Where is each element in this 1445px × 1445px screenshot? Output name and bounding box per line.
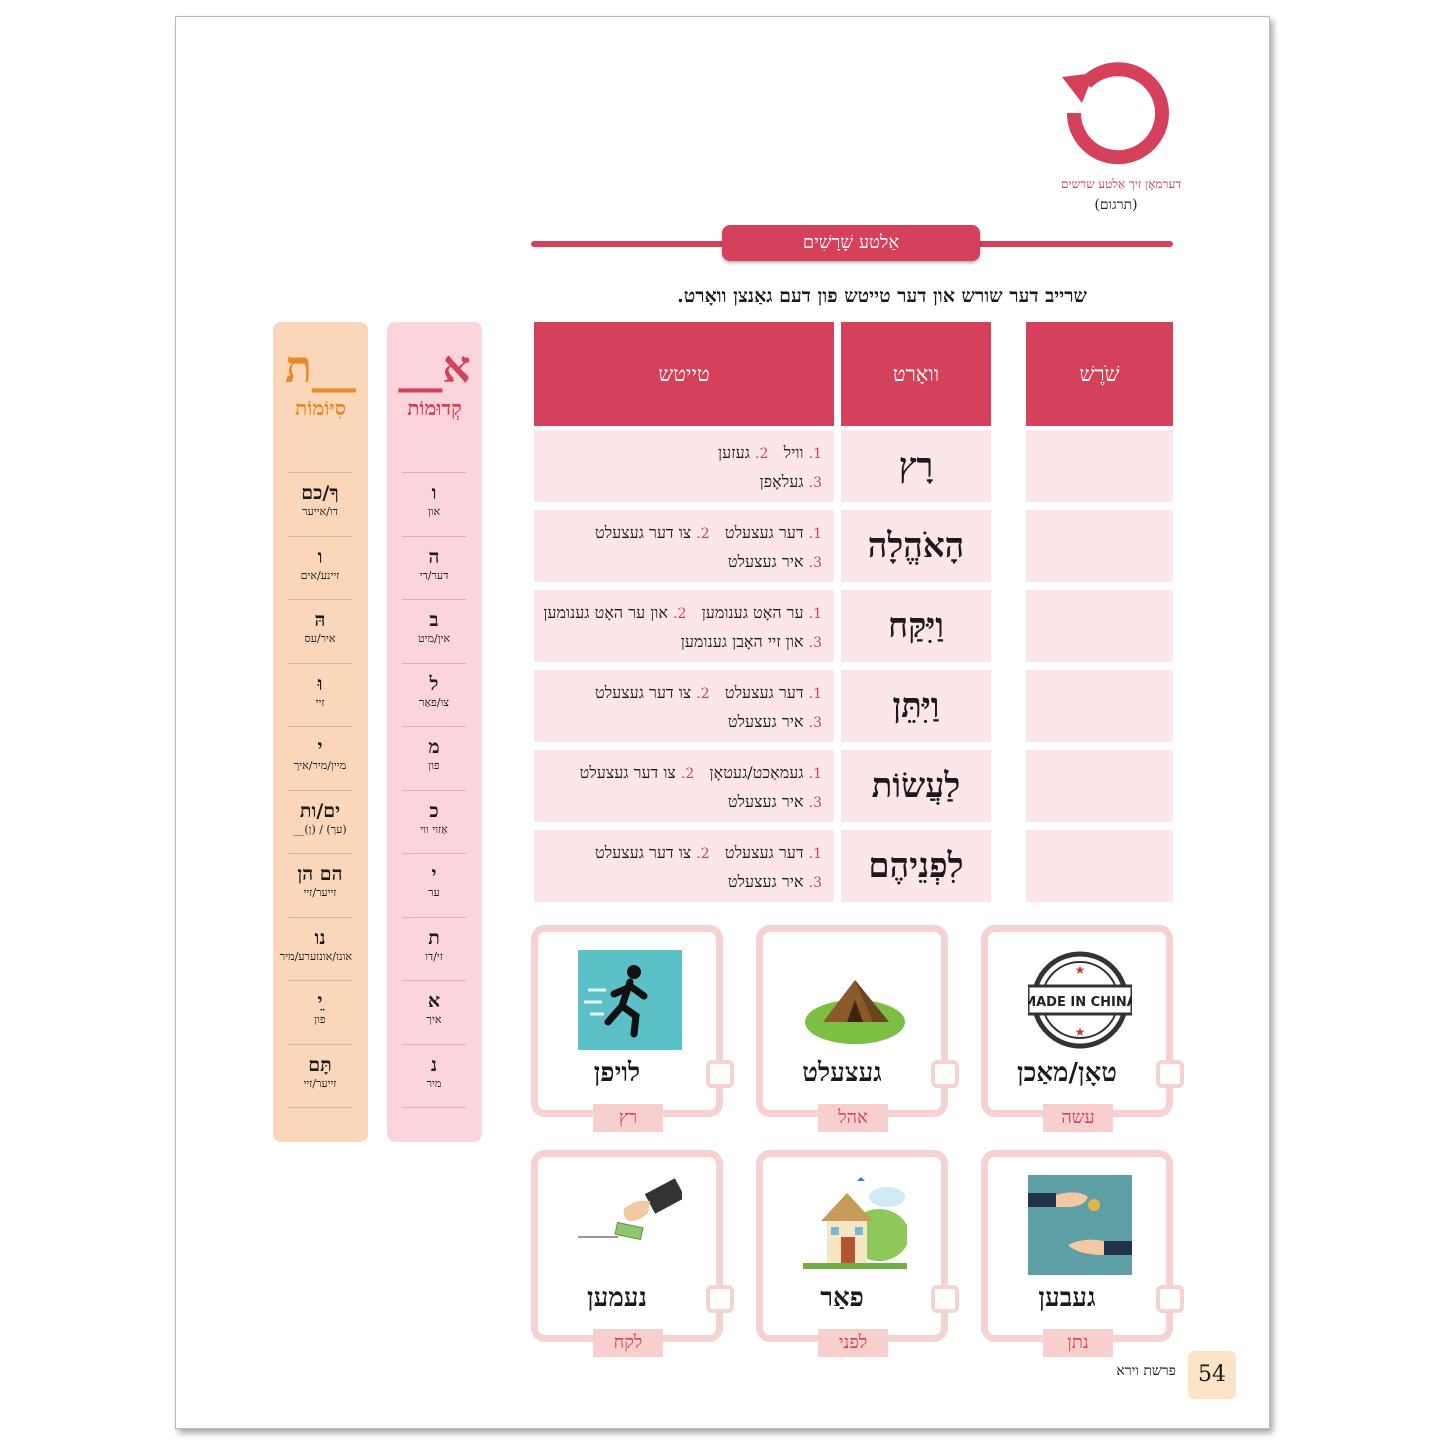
shoresh-input-cell[interactable] xyxy=(1026,510,1173,582)
kedumot-item xyxy=(402,472,466,519)
kedumot-item xyxy=(402,853,466,900)
option-number: 2. xyxy=(696,686,710,702)
svg-text:★: ★ xyxy=(1074,1025,1086,1039)
parsha-name: פרשת וירא xyxy=(1116,1363,1176,1379)
picture-card xyxy=(981,925,1173,1128)
shoresh-input-cell[interactable] xyxy=(1026,670,1173,742)
made-in-china-stamp-icon xyxy=(1028,950,1132,1050)
option-number: 1. xyxy=(808,846,822,862)
house-icon xyxy=(803,1175,907,1275)
section-banner: אַלטע שָׁרָשִׁים xyxy=(722,225,980,261)
sofiyot-column xyxy=(273,322,368,1142)
kedumot-letter: ב xyxy=(429,609,439,631)
sofiyot-letter: נו xyxy=(314,926,326,949)
option-text: געלאָפן xyxy=(759,472,804,491)
sofiyot-item xyxy=(288,472,352,519)
table-word: וַיִּקַּח xyxy=(841,590,991,662)
option-text: געמאַכט/געטאָן xyxy=(709,763,804,782)
picture-card xyxy=(756,1150,948,1353)
header-vort: וואָרט xyxy=(841,322,991,426)
svg-text:★: ★ xyxy=(1074,963,1086,977)
sofiyot-caption: סִיּוֹמוֹת xyxy=(295,396,346,420)
taking-hand-icon xyxy=(578,1175,682,1275)
shoresh-input-cell[interactable] xyxy=(1026,590,1173,662)
divider xyxy=(402,1107,466,1108)
review-title: דערמאָן זיך אַלטע שרשים xyxy=(1060,177,1182,191)
table-word: לִפְנֵיהֶם xyxy=(841,830,991,902)
kedumot-letter: מ xyxy=(428,736,440,758)
kedumot-letter: נ xyxy=(430,1053,438,1076)
sofiyot-meaning: איר/עס xyxy=(304,632,336,645)
stamp-text: MADE IN CHINA xyxy=(1028,995,1132,1010)
kedumot-symbol: א__ xyxy=(398,342,471,393)
worksheet-page xyxy=(175,16,1270,1429)
sofiyot-item xyxy=(288,726,352,773)
option-number: 1. xyxy=(808,686,822,702)
card-label: פאַר xyxy=(820,1283,864,1313)
kedumot-item xyxy=(402,726,466,773)
kedumot-meaning: פון xyxy=(428,759,440,772)
option-text: וויל xyxy=(783,443,804,462)
option-text: צו דער געצעלט xyxy=(594,683,692,702)
sofiyot-item xyxy=(288,1044,352,1091)
kedumot-item xyxy=(402,790,466,837)
kedumot-letter: ה xyxy=(428,545,440,568)
kedumot-meaning: און xyxy=(427,505,441,518)
option-text: דער געצעלט xyxy=(724,843,804,862)
option-text: איר געצעלט xyxy=(727,552,804,571)
table-word: רָץ xyxy=(841,430,991,502)
sofiyot-letter: הם הן xyxy=(297,863,343,885)
option-text: צו דער געצעלט xyxy=(594,523,692,542)
picture-card xyxy=(981,1150,1173,1353)
option-text: געזען xyxy=(717,443,750,462)
sofiyot-meaning: (עך) / (ן)__ xyxy=(293,822,347,836)
option-number: 2. xyxy=(755,446,769,462)
option-number: 1. xyxy=(808,606,822,622)
sofiyot-letter: וּ xyxy=(317,672,323,695)
option-number: 3. xyxy=(808,875,822,891)
sofiyot-letter: הּ xyxy=(314,609,326,631)
option-number: 1. xyxy=(808,526,822,542)
kedumot-meaning: אַזוי ווי xyxy=(420,822,448,836)
running-man-icon xyxy=(578,950,682,1050)
kedumot-meaning: דער/די xyxy=(419,568,449,582)
card-label: טאָן/מאַכן xyxy=(1017,1058,1117,1088)
option-text: און ער האָט גענומען xyxy=(543,603,668,622)
option-number: 2. xyxy=(673,606,687,622)
sofiyot-symbol: __ת xyxy=(285,342,356,393)
header-taytsh: טייטש xyxy=(534,322,834,426)
card-root: לקח xyxy=(593,1329,663,1357)
kedumot-letter: כ xyxy=(429,799,439,822)
table-translation xyxy=(534,670,834,742)
shoresh-input-cell[interactable] xyxy=(1026,430,1173,502)
sofiyot-letter: ֵי xyxy=(317,990,323,1012)
card-root: רץ xyxy=(593,1104,663,1132)
review-arrow-icon xyxy=(1056,55,1174,173)
option-number: 3. xyxy=(808,635,822,651)
table-translation xyxy=(534,830,834,902)
kedumot-letter: ו xyxy=(431,482,437,504)
page-number: 54 xyxy=(1188,1351,1236,1399)
card-label: געבען xyxy=(1038,1283,1096,1313)
kedumot-meaning: ער xyxy=(428,886,440,899)
kedumot-caption: קְדוּמוֹת xyxy=(407,396,462,420)
option-text: צו דער געצעלט xyxy=(579,763,676,782)
kedumot-letter: י xyxy=(431,863,437,885)
sofiyot-meaning: זייער/זיי xyxy=(303,886,337,899)
sofiyot-meaning: זייער/זיי xyxy=(303,1076,337,1090)
sofiyot-item xyxy=(288,536,352,583)
sofiyot-item xyxy=(288,790,352,837)
option-text: און זיי האָבן גענומען xyxy=(680,632,804,651)
instruction: שרייב דער שורש און דער טייטש פון דעם גאַנצן וואָרט. xyxy=(677,285,1087,307)
kedumot-letter: ת xyxy=(428,926,440,949)
card-root: לפני xyxy=(818,1329,888,1357)
sofiyot-item xyxy=(288,663,352,710)
card-checkbox[interactable] xyxy=(1156,1060,1184,1088)
card-root: נתן xyxy=(1043,1329,1113,1357)
option-number: 3. xyxy=(808,715,822,731)
sofiyot-letter: ךָ/כם xyxy=(301,482,339,504)
sofiyot-meaning: דו/אייער xyxy=(302,505,338,518)
option-text: איר געצעלט xyxy=(727,712,804,731)
card-checkbox[interactable] xyxy=(931,1060,959,1088)
giving-hands-icon xyxy=(1028,1175,1132,1275)
sofiyot-item xyxy=(279,917,352,964)
picture-card xyxy=(756,925,948,1128)
kedumot-item xyxy=(402,1044,466,1091)
kedumot-column xyxy=(387,322,482,1142)
sofiyot-meaning: זיי xyxy=(315,695,325,709)
shoresh-input-cell[interactable] xyxy=(1026,830,1173,902)
option-text: דער געצעלט xyxy=(724,683,804,702)
kedumot-item xyxy=(402,599,466,646)
divider xyxy=(288,1107,352,1108)
table-translation xyxy=(534,510,834,582)
option-number: 2. xyxy=(696,526,710,542)
kedumot-meaning: צו/פאַר xyxy=(418,695,450,709)
option-text: צו דער געצעלט xyxy=(594,843,692,862)
kedumot-meaning: אין/מיט xyxy=(417,632,451,645)
sofiyot-letter: תָּם xyxy=(308,1053,332,1076)
shoresh-input-cell[interactable] xyxy=(1026,750,1173,822)
option-text: דער געצעלט xyxy=(724,523,804,542)
sofiyot-meaning: מיין/מיר/איך xyxy=(293,759,347,772)
option-text: ער האָט גענומען xyxy=(701,603,804,622)
card-root: אהל xyxy=(818,1104,888,1132)
card-label: געצעלט xyxy=(802,1058,882,1088)
card-label: נעמען xyxy=(587,1283,647,1313)
table-translation xyxy=(534,590,834,662)
table-translation xyxy=(534,750,834,822)
option-text: איר געצעלט xyxy=(727,792,804,811)
option-text: איר געצעלט xyxy=(727,872,804,891)
option-number: 3. xyxy=(808,795,822,811)
kedumot-meaning: איך xyxy=(426,1013,442,1026)
sofiyot-item xyxy=(288,853,352,900)
table-word: לַעֲשׂוֹת xyxy=(841,750,991,822)
card-checkbox[interactable] xyxy=(1156,1285,1184,1313)
sofiyot-letter: י xyxy=(317,736,323,758)
card-root: עשה xyxy=(1043,1104,1113,1132)
kedumot-letter: ל xyxy=(429,672,439,695)
sofiyot-item xyxy=(288,599,352,646)
option-number: 1. xyxy=(808,766,822,782)
kedumot-item xyxy=(402,917,466,964)
sofiyot-meaning: זיינע/אים xyxy=(300,568,340,582)
table-word: הָאֹהֱלָה xyxy=(841,510,991,582)
kedumot-item xyxy=(402,980,466,1027)
picture-card xyxy=(531,925,723,1128)
header-shoresh: שֹׁרֶשׁ xyxy=(1026,322,1173,426)
option-number: 2. xyxy=(680,766,695,782)
option-number: 2. xyxy=(696,846,710,862)
card-checkbox[interactable] xyxy=(706,1060,734,1088)
option-number: 1. xyxy=(808,446,822,462)
card-label: לויפן xyxy=(593,1058,641,1088)
card-checkbox[interactable] xyxy=(931,1285,959,1313)
option-number: 3. xyxy=(808,555,822,571)
sofiyot-meaning: פון xyxy=(314,1013,326,1026)
sofiyot-letter: ים/ות xyxy=(299,799,341,822)
card-checkbox[interactable] xyxy=(706,1285,734,1313)
option-number: 3. xyxy=(808,475,822,491)
tent-icon xyxy=(803,950,907,1050)
picture-card xyxy=(531,1150,723,1353)
table-translation xyxy=(534,430,834,502)
table-word: וַיִּתֵּן xyxy=(841,670,991,742)
sofiyot-item xyxy=(288,980,352,1027)
kedumot-item xyxy=(402,536,466,583)
kedumot-meaning: מיר xyxy=(426,1076,442,1090)
kedumot-meaning: זי/דו xyxy=(425,949,443,963)
sofiyot-meaning: אונז/אונזערע/מיר xyxy=(279,949,352,963)
sofiyot-letter: ו xyxy=(317,545,323,568)
kedumot-letter: א xyxy=(427,990,441,1012)
kedumot-item xyxy=(402,663,466,710)
review-subtitle: (תרגום) xyxy=(1094,197,1138,213)
